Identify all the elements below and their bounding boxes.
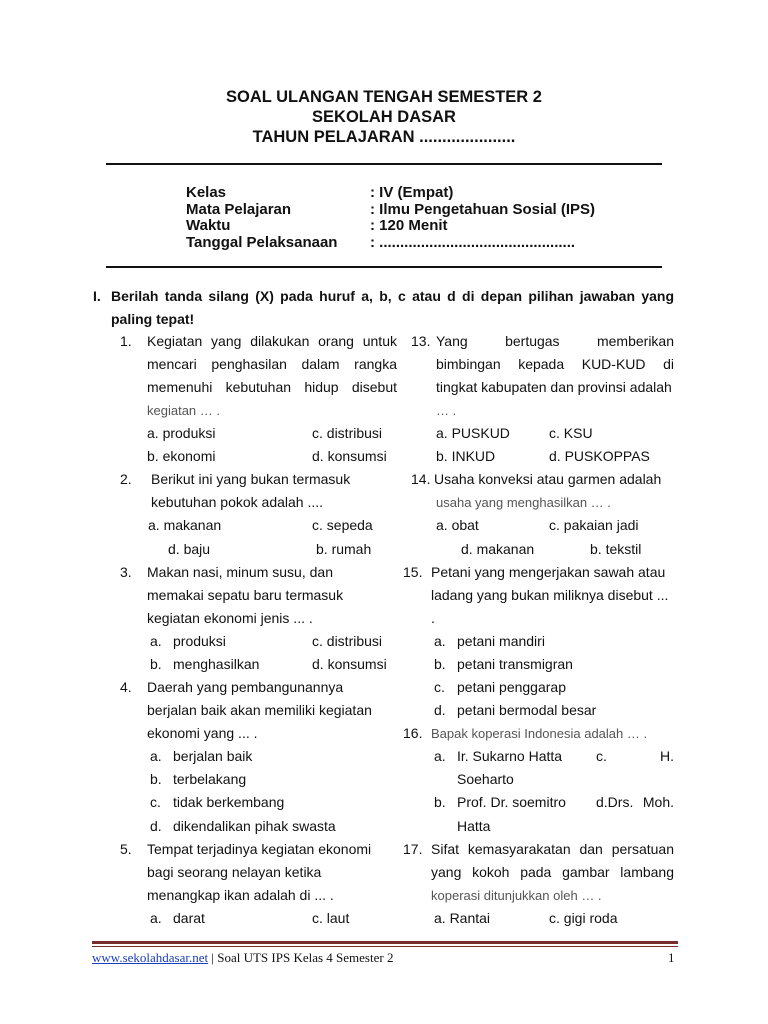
- info-row: Waktu : 120 Menit: [186, 217, 448, 234]
- option: menghasilkan: [173, 656, 260, 672]
- option: dikendalikan pihak swasta: [173, 818, 336, 834]
- question-text: .: [431, 610, 435, 626]
- option: c. sepeda: [312, 517, 373, 533]
- question-number: 13.: [411, 333, 431, 349]
- question-text: kegiatan ekonomi jenis ... .: [147, 610, 313, 626]
- option: b. INKUD: [436, 448, 496, 464]
- question-text: kebutuhan pokok adalah ....: [151, 494, 324, 510]
- option: a. produksi: [147, 425, 216, 441]
- option: Soeharto: [457, 771, 514, 787]
- option: c. KSU: [549, 425, 593, 441]
- option: b. tekstil: [590, 541, 642, 557]
- option: darat: [173, 910, 205, 926]
- question-number: 15.: [403, 564, 423, 580]
- option: d. makanan: [461, 541, 535, 557]
- footer-rule: [92, 946, 678, 947]
- question-number: 16.: [403, 725, 423, 741]
- option: d. PUSKOPPAS: [549, 448, 650, 464]
- question-text: ekonomi yang ... .: [147, 725, 258, 741]
- option: a. obat: [436, 517, 479, 533]
- question-text: Petani yang mengerjakan sawah atau: [431, 564, 666, 580]
- option: petani penggarap: [457, 679, 566, 695]
- question-text: Yang bertugas memberikan: [436, 333, 674, 349]
- option: petani mandiri: [457, 633, 545, 649]
- option: c. pakaian jadi: [549, 517, 639, 533]
- question-text: Tempat terjadinya kegiatan ekonomi: [147, 841, 372, 857]
- option: a. makanan: [148, 517, 222, 533]
- question-number: 3.: [120, 564, 132, 580]
- question-text: Daerah yang pembangunannya: [147, 679, 344, 695]
- instruction-line-2: paling tepat!: [111, 311, 195, 327]
- question-text: mencari penghasilan dalam rangka: [147, 356, 397, 372]
- question-number: 2.: [120, 471, 132, 487]
- footer-link[interactable]: www.sekolahdasar.net: [92, 950, 209, 965]
- question-text: Bapak koperasi Indonesia adalah … .: [431, 726, 648, 741]
- question-number: 14.: [411, 471, 431, 487]
- divider-top: [106, 163, 662, 165]
- option: petani bermodal besar: [457, 702, 597, 718]
- question-text: yang kokoh pada gambar lambang: [431, 864, 674, 880]
- question-text: … .: [436, 403, 457, 418]
- question-text: Berikut ini yang bukan termasuk: [151, 471, 351, 487]
- page-number: 1: [668, 950, 675, 965]
- question-text: Sifat kemasyarakatan dan persatuan: [431, 841, 674, 857]
- question-text: bimbingan kepada KUD-KUD di: [436, 356, 674, 372]
- option: c. laut: [312, 910, 350, 926]
- question-text: berjalan baik akan memiliki kegiatan: [147, 702, 372, 718]
- option: Prof. Dr. soemitro: [457, 794, 566, 810]
- option-letter: c.: [150, 794, 161, 810]
- info-row: Tanggal Pelaksanaan : ...............................................: [186, 233, 576, 251]
- option: produksi: [173, 633, 226, 649]
- option: berjalan baik: [173, 748, 253, 764]
- option-letter: d.: [434, 702, 446, 718]
- question-number: 4.: [120, 679, 132, 695]
- option-letter: c.: [596, 748, 607, 764]
- option-letter: a.: [150, 748, 162, 764]
- option: d.Drs. Moh.: [596, 794, 674, 810]
- option: d. konsumsi: [312, 656, 387, 672]
- option: a. Rantai: [434, 910, 491, 926]
- question-number: 1.: [120, 333, 132, 349]
- option-letter: c.: [434, 679, 445, 695]
- doc-title: SOAL ULANGAN TENGAH SEMESTER 2: [226, 88, 542, 106]
- option: d. konsumsi: [312, 448, 387, 464]
- option: Hatta: [457, 818, 491, 834]
- doc-school: SEKOLAH DASAR: [312, 108, 456, 126]
- question-text: Kegiatan yang dilakukan orang untuk: [147, 333, 397, 349]
- option-letter: b.: [150, 771, 162, 787]
- option-letter: b.: [434, 656, 446, 672]
- question-text: ladang yang bukan miliknya disebut ...: [431, 587, 669, 603]
- question-text: usaha yang menghasilkan … .: [436, 495, 611, 510]
- option: b. rumah: [316, 541, 372, 557]
- info-block: [186, 185, 595, 251]
- question-text: Makan nasi, minum susu, dan: [147, 564, 333, 580]
- question-text: memakai sepatu baru termasuk: [147, 587, 344, 603]
- question-text: tingkat kabupaten dan provinsi adalah: [436, 379, 672, 395]
- instruction-line-1: Berilah tanda silang (X) pada huruf a, b, c atau d di depan pilihan jawaban yang: [111, 288, 674, 304]
- option: a. PUSKUD: [436, 425, 510, 441]
- option: H.: [660, 748, 674, 764]
- question-text: bagi seorang nelayan ketika: [147, 864, 322, 880]
- option-letter: a.: [150, 910, 162, 926]
- question-number: 5.: [120, 841, 132, 857]
- section-number: I.: [93, 288, 101, 304]
- question-text: Usaha konveksi atau garmen adalah: [434, 471, 662, 487]
- option: terbelakang: [173, 771, 247, 787]
- option-letter: a.: [150, 633, 162, 649]
- option: petani transmigran: [457, 656, 573, 672]
- question-number: 17.: [403, 841, 423, 857]
- option-letter: b.: [150, 656, 162, 672]
- question-text: memenuhi kebutuhan hidup disebut: [147, 379, 397, 395]
- option: b. ekonomi: [147, 448, 216, 464]
- footer-rule: [92, 941, 678, 944]
- question-text: menangkap ikan adalah di ... .: [147, 887, 334, 903]
- option-letter: a.: [434, 633, 446, 649]
- question-text: koperasi ditunjukkan oleh … .: [431, 888, 602, 903]
- question-text: kegiatan … .: [147, 403, 220, 418]
- option: d. baju: [168, 541, 211, 557]
- option: c. distribusi: [312, 633, 383, 649]
- option-letter: d.: [150, 818, 162, 834]
- info-row: Mata Pelajaran : Ilmu Pengetahuan Sosial (IPS): [186, 200, 596, 218]
- option: c. gigi roda: [549, 910, 618, 926]
- option-letter: b.: [434, 794, 446, 810]
- footer-text: www.sekolahdasar.net | Soal UTS IPS Kelas 4 Semester 2: [92, 950, 394, 965]
- option-letter: a.: [434, 748, 446, 764]
- option: tidak berkembang: [173, 794, 285, 810]
- option: c. distribusi: [312, 425, 383, 441]
- info-row: Kelas : IV (Empat): [186, 184, 454, 201]
- option: Ir. Sukarno Hatta: [457, 748, 563, 764]
- doc-year: TAHUN PELAJARAN .....................: [252, 128, 516, 146]
- divider-bottom: [106, 266, 662, 268]
